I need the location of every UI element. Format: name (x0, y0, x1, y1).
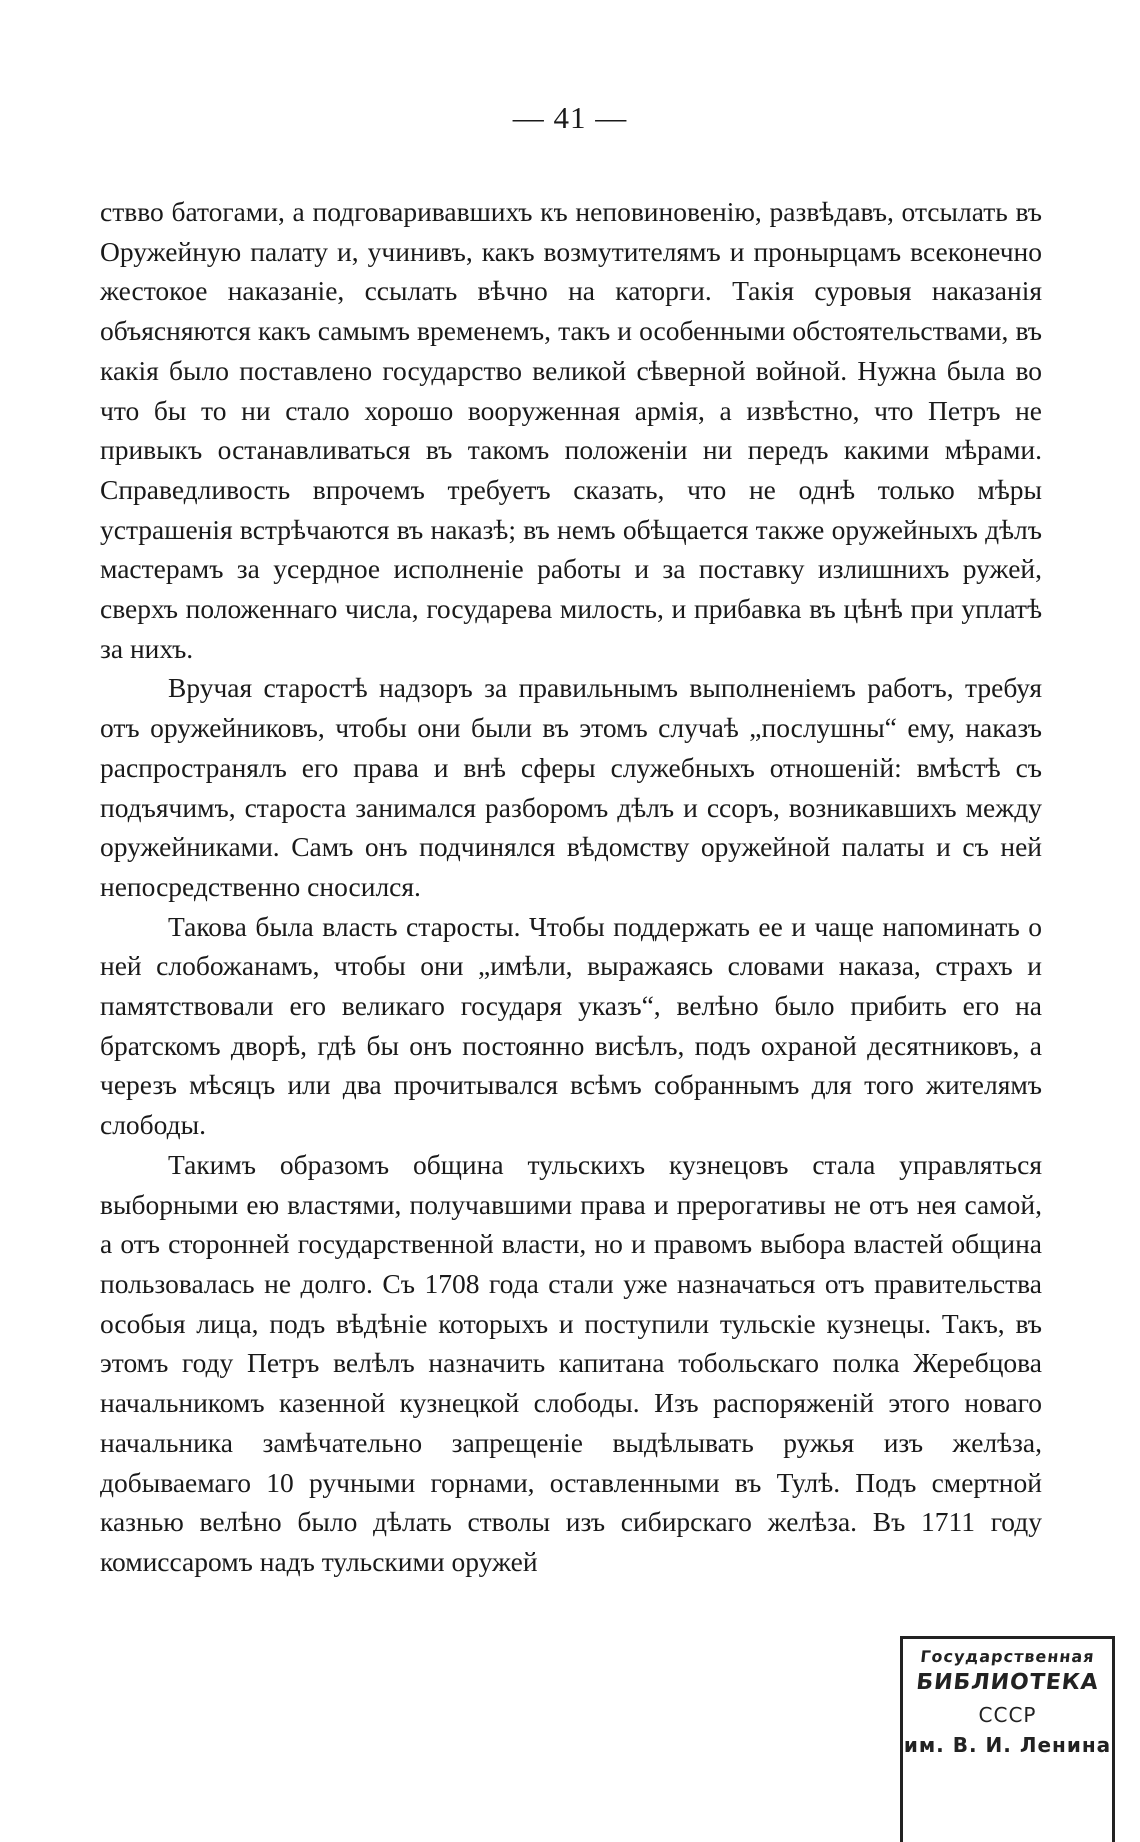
paragraph-4: Такимъ образомъ община тульскихъ кузнецовъ стала управляться выборными ею властями, получавшими права и прерoгативы не отъ нея самой, а отъ сторонней государственной власти, но и правомъ выбора властей община пользовалась не долго. Съ 1708 года стали уже назначаться отъ правительства особыя лица, подъ вѣдѣніе которыхъ и поступили тульскіе кузнецы. Такъ, въ этомъ году Петръ велѣлъ назначить капитана тобольскаго полка Жеребцова начальникомъ казенной кузнецкой слободы. Изъ распоряженій этого новаго начальника замѣчательно запрещеніе выдѣлывать ружья изъ желѣза, добываемаго 10 ручными горнами, оставленными въ Тулѣ. Подъ смертной казнью велѣно было дѣлать стволы изъ сибирскаго желѣза. Въ 1711 году комиссаромъ надъ тульскими оружей (100, 1148, 1042, 1577)
text-body (100, 192, 1042, 1582)
page-number: — 41 — (512, 100, 628, 135)
paragraph-3: Такова была власть старосты. Чтобы поддержать ее и чаще напоминать о ней слобожанамъ, чтобы они „имѣли, выражаясь словами наказа, страхъ и памятствовали его великаго государя указъ“, велѣно было прибить его на братскомъ дворѣ, гдѣ бы онъ постоянно висѣлъ, подъ охраной десятниковъ, а черезъ мѣсяцъ или два прочитывался всѣмъ собраннымъ для того жителямъ слободы. (100, 910, 1042, 1141)
library-stamp (900, 1636, 1115, 1842)
paragraph-2: Вручая старостѣ надзоръ за правильнымъ выполненіемъ работъ, требуя отъ оружейниковъ, чтобы они были въ этомъ случаѣ „послушны“ ему, наказъ распространялъ его права и внѣ сферы служебныхъ отношеній: вмѣстѣ съ подъячимъ, староста занимался разборомъ дѣлъ и ссоръ, возникавшихъ между оружейниками. Самъ онъ подчинялся вѣдомству оружейной палаты и съ ней непосредственно сносился. (100, 672, 1042, 902)
stamp-line-1: Государственная (919, 1647, 1096, 1666)
stamp-line-4: им. В. И. Ленина (903, 1733, 1112, 1757)
paragraph-1: ствво батогами, а подговаривавшихъ къ неповиновенію, развѣдавъ, отсылать въ Оружейную палату и, учинивъ, какъ возмутителямъ и пронырцамъ всеконечно жестокое наказаніе, ссылать вѣчно на каторги. Такія суровыя наказанія объясняются какъ самымъ временемъ, такъ и особенными обстоятельствами, въ какія было поставлено государство великой сѣверной войной. Нужна была во что бы то ни стало хорошо вооруженная армія, а извѣстно, что Петръ не привыкъ останавливаться въ такомъ положеніи ни передъ какими мѣрами. Справедливость впрочемъ требуетъ сказать, что не однѣ только мѣры устрашенія встрѣчаются въ наказѣ; въ немъ обѣщается также оружейныхъ дѣлъ мастерамъ за усердное исполненіе работы и за поставку излишнихъ ружей, сверхъ положеннаго числа, государева милость, и прибавка въ цѣнѣ при уплатѣ за нихъ. (100, 196, 1042, 664)
stamp-line-2: БИБЛИОТЕКА (914, 1670, 1101, 1695)
stamp-line-3: СССР (978, 1703, 1037, 1727)
